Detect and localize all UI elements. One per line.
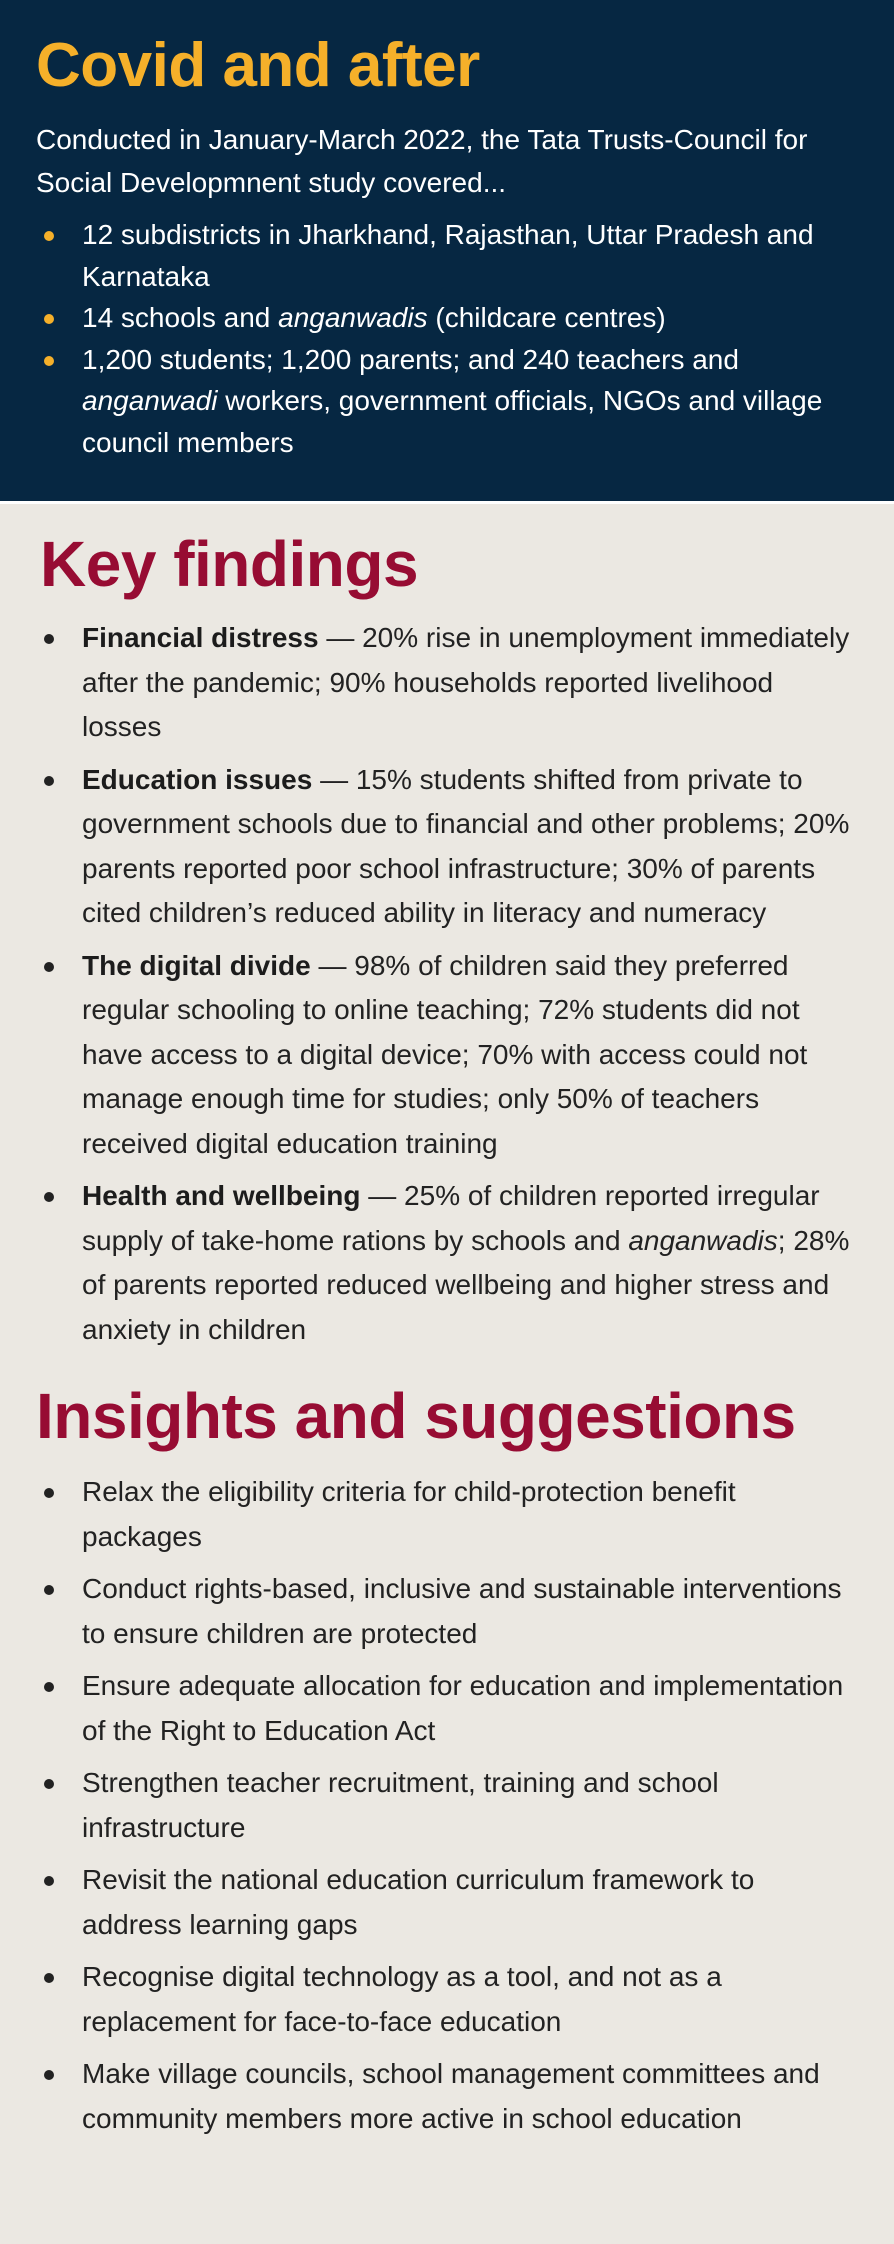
bullet-dot-icon bbox=[44, 634, 54, 644]
coverage-italic-term: anganwadis bbox=[278, 302, 428, 333]
coverage-item bbox=[36, 297, 858, 339]
finding-italic-term: anganwadis bbox=[628, 1224, 778, 1256]
coverage-list bbox=[36, 214, 858, 463]
coverage-text: (childcare centres) bbox=[427, 302, 666, 333]
suggestion-item bbox=[36, 1761, 858, 1850]
bullet-dot-icon bbox=[44, 776, 54, 786]
finding-heading: Education issues bbox=[82, 763, 313, 795]
bullet-dot-icon bbox=[44, 2070, 54, 2080]
bullet-dot-icon bbox=[44, 1585, 54, 1595]
insights-section bbox=[0, 1360, 894, 2141]
bullet-dot-icon bbox=[44, 962, 54, 972]
bullet-dot-icon bbox=[44, 1973, 54, 1983]
bullet-dot-icon bbox=[44, 1192, 54, 1202]
suggestion-item bbox=[36, 1567, 858, 1656]
findings-list bbox=[40, 616, 858, 1352]
finding-text: — 15% students shifted from private to government schools due to financial and other problems; 20% parents reported poor school infrastructure; 30% of parents cited children’s reduced ability in literacy and numeracy bbox=[82, 763, 850, 928]
finding-heading: Health and wellbeing bbox=[82, 1180, 361, 1211]
finding-text: — 25% of children reported irregular supply of take-home rations by schools and bbox=[82, 1180, 820, 1256]
coverage-text: workers, government officials, NGOs and village council members bbox=[82, 385, 823, 458]
suggestion-text: Revisit the national education curriculum framework to address learning gaps bbox=[82, 1864, 755, 1940]
key-findings-title: Key findings bbox=[40, 528, 419, 600]
coverage-item bbox=[36, 339, 858, 464]
finding-heading: Financial distress bbox=[82, 622, 319, 653]
insights-title: Insights and suggestions bbox=[36, 1380, 796, 1452]
suggestions-list bbox=[36, 1470, 858, 2141]
coverage-text: 12 subdistricts in Jharkhand, Rajasthan, Uttar Pradesh and Karnataka bbox=[82, 219, 814, 292]
suggestion-text: Ensure adequate allocation for education and implementation of the Right to Education Act bbox=[82, 1670, 844, 1746]
suggestion-text: Recognise digital technology as a tool, and not as a replacement for face-to-face education bbox=[82, 1961, 722, 2037]
coverage-italic-term: anganwadi bbox=[82, 385, 218, 416]
bullet-dot-icon bbox=[44, 356, 54, 366]
suggestion-item bbox=[36, 1858, 858, 1947]
suggestion-text: Strengthen teacher recruitment, training and school infrastructure bbox=[82, 1767, 719, 1843]
suggestion-item bbox=[36, 1664, 858, 1753]
bullet-dot-icon bbox=[44, 231, 54, 241]
bullet-dot-icon bbox=[44, 314, 54, 324]
suggestion-item bbox=[36, 1470, 858, 1559]
covid-title: Covid and after bbox=[36, 31, 480, 100]
finding-text: — 20% rise in unemployment immediately after the pandemic; 90% households reported livelihood losses bbox=[82, 622, 850, 742]
bullet-dot-icon bbox=[44, 1488, 54, 1498]
bullet-dot-icon bbox=[44, 1682, 54, 1692]
suggestion-text: Relax the eligibility criteria for child-protection benefit packages bbox=[82, 1476, 736, 1552]
coverage-text: 14 schools and bbox=[82, 302, 279, 333]
finding-item bbox=[40, 616, 858, 750]
finding-item bbox=[40, 944, 858, 1167]
coverage-item bbox=[36, 214, 858, 297]
suggestion-item bbox=[36, 1955, 858, 2044]
finding-item bbox=[40, 1174, 858, 1352]
finding-item bbox=[40, 758, 858, 936]
bullet-dot-icon bbox=[44, 1779, 54, 1789]
finding-text: ; 28% of parents reported reduced wellbeing and higher stress and anxiety in children bbox=[82, 1224, 850, 1345]
study-intro: Conducted in January-March 2022, the Tata Trusts-Council for Social Developmnent study covered... bbox=[36, 124, 808, 198]
coverage-text: 1,200 students; 1,200 parents; and 240 teachers and bbox=[82, 343, 739, 375]
suggestion-text: Make village councils, school management committees and community members more active in school education bbox=[82, 2058, 820, 2134]
study-overview-panel bbox=[0, 0, 894, 501]
key-findings-section bbox=[0, 504, 894, 1352]
finding-text: — 98% of children said they preferred regular schooling to online teaching; 72% students did not have access to a digital device; 70% with access could not manage enough time for studies; only 50% of teachers received digital education training bbox=[82, 949, 808, 1159]
bullet-dot-icon bbox=[44, 1876, 54, 1886]
suggestion-item bbox=[36, 2052, 858, 2141]
finding-heading: The digital divide bbox=[82, 949, 311, 981]
suggestion-text: Conduct rights-based, inclusive and sustainable interventions to ensure children are protected bbox=[82, 1573, 842, 1649]
